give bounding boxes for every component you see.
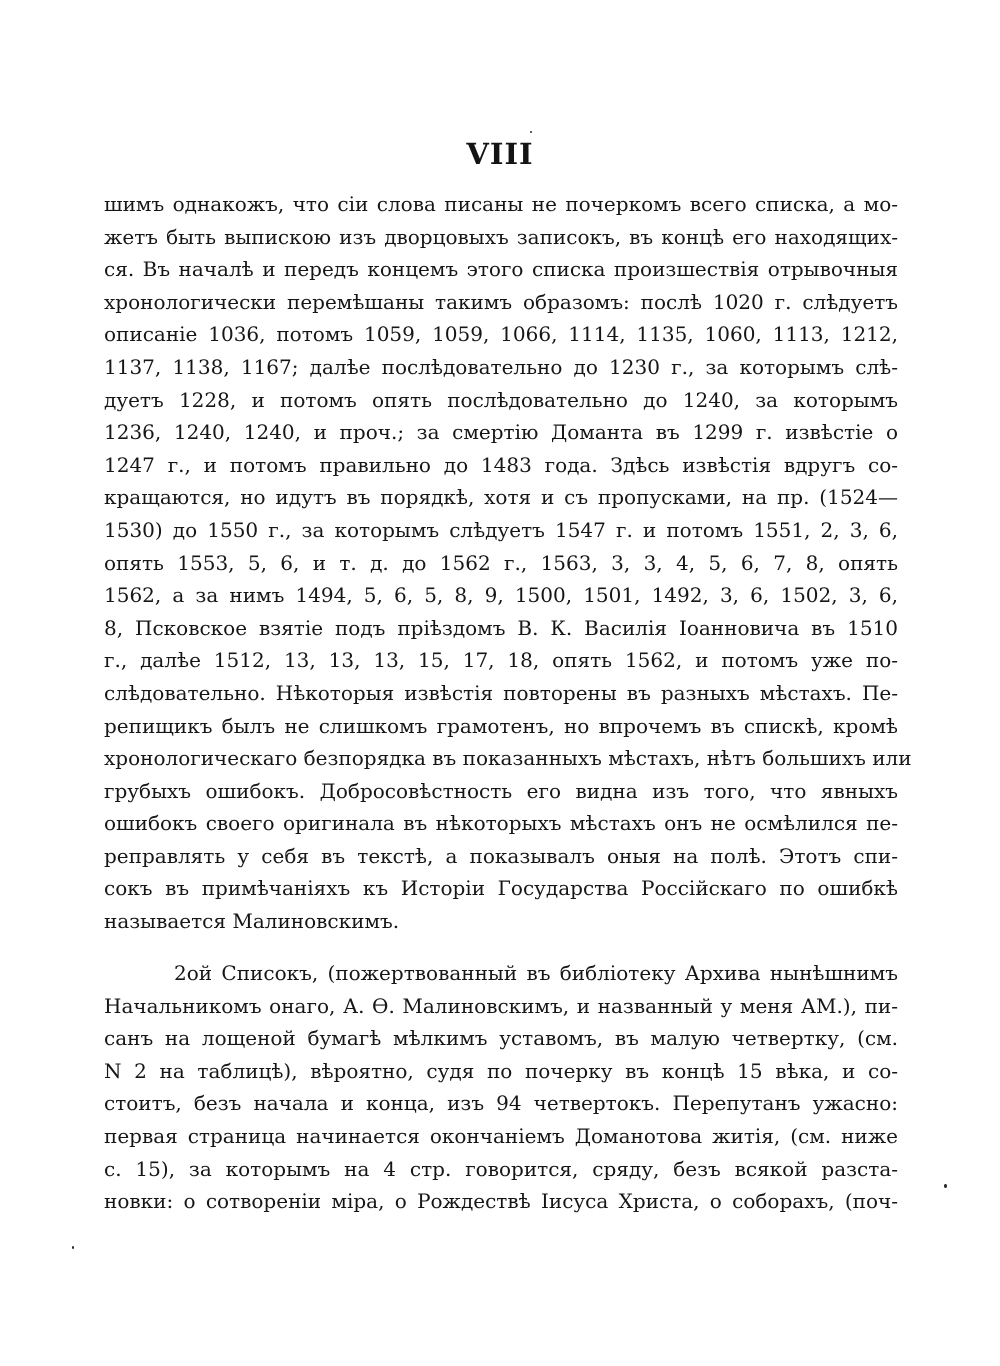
text-line: хронологически перемѣшаны такимъ образомъ: послѣ 1020 г. слѣдуетъ (104, 289, 898, 314)
print-speck (944, 1184, 947, 1188)
text-line: первая страница начинается окончаніемъ Доманотова житія, (см. ниже (104, 1123, 898, 1148)
text-line: 1530) до 1550 г., за которымъ слѣдуетъ 1547 г. и потомъ 1551, 2, 3, 6, (104, 517, 898, 542)
text-line: 1137, 1138, 1167; далѣе послѣдовательно до 1230 г., за которымъ слѣ- (104, 354, 898, 379)
text-line: называется Малиновскимъ. (104, 909, 400, 934)
text-line: репищикъ былъ не слишкомъ грамотенъ, но впрочемъ въ спискѣ, кромѣ (104, 713, 898, 738)
text-line: грубыхъ ошибокъ. Добросовѣстность его видна изъ того, что явныхъ (104, 778, 898, 803)
text-line: ошибокъ своего оригинала въ нѣкоторыхъ мѣстахъ онъ не осмѣлился пе- (104, 811, 898, 836)
page-number: VIII (466, 137, 534, 171)
text-line: новки: о сотвореніи міра, о Рождествѣ Іисуса Христа, о соборахъ, (поч- (104, 1189, 898, 1214)
text-line: шимъ однакожъ, что сіи слова писаны не почеркомъ всего списка, а мо- (104, 192, 898, 216)
text-line: хронологическаго безпорядка въ показанныхъ мѣстахъ, нѣтъ большихъ или (104, 746, 912, 771)
text-line: г., далѣе 1512, 13, 13, 13, 15, 17, 18, опять 1562, и потомъ уже по- (104, 648, 898, 673)
text-line: сокъ въ примѣчаніяхъ къ Исторіи Государства Россійскаго по ошибкѣ (104, 876, 898, 901)
text-line: санъ на лощеной бумагѣ мѣлкимъ уставомъ, въ малую четвертку, (см. (104, 1026, 898, 1051)
text-line: ся. Въ началѣ и передъ концемъ этого списка произшествія отрывочныя (104, 257, 898, 282)
text-line: описаніе 1036, потомъ 1059, 1059, 1066, 1114, 1135, 1060, 1113, 1212, (104, 322, 898, 347)
text-line: 1247 г., и потомъ правильно до 1483 года. Здѣсь извѣстія вдругъ со- (104, 452, 898, 477)
text-line: 8, Псковское взятіе подъ пріѣздомъ В. К. Василія Іоанновича въ 1510 (104, 615, 898, 640)
paragraph-1 (104, 188, 912, 938)
print-speck (72, 1246, 74, 1249)
paragraph-2 (104, 957, 898, 1218)
print-speck (530, 131, 532, 133)
text-line: N 2 на таблицѣ), вѣроятно, судя по почерку въ концѣ 15 вѣка, и со- (104, 1058, 898, 1083)
text-line: опять 1553, 5, 6, и т. д. до 1562 г., 1563, 3, 3, 4, 5, 6, 7, 8, опять (104, 550, 898, 575)
text-line: 1562, а за нимъ 1494, 5, 6, 5, 8, 9, 1500, 1501, 1492, 3, 6, 1502, 3, 6, (104, 583, 898, 608)
text-line: с. 15), за которымъ на 4 стр. говорится, сряду, безъ всякой разста- (104, 1156, 898, 1181)
text-line: кращаются, но идутъ въ порядкѣ, хотя и съ пропусками, на пр. (1524— (104, 485, 898, 510)
text-line: реправлять у себя въ текстѣ, а показывалъ оныя на полѣ. Этотъ спи- (104, 843, 898, 868)
text-line: 2ой Списокъ, (пожертвованный въ библіотеку Архива нынѣшнимъ (174, 961, 898, 985)
text-line: 1236, 1240, 1240, и проч.; за смертію Доманта въ 1299 г. извѣстіе о (104, 420, 898, 445)
text-line: слѣдовательно. Нѣкоторыя извѣстія повторены въ разныхъ мѣстахъ. Пе- (104, 680, 898, 705)
text-line: дуетъ 1228, и потомъ опять послѣдовательно до 1240, за которымъ (104, 387, 898, 412)
text-line: стоитъ, безъ начала и конца, изъ 94 четвертокъ. Перепутанъ ужасно: (104, 1091, 898, 1116)
text-line: жетъ быть выпискою изъ дворцовыхъ записокъ, въ концѣ его находящих- (104, 224, 898, 249)
text-line: Начальникомъ онаго, А. Ѳ. Малиновскимъ, и названный у меня АМ.), пи- (104, 993, 898, 1018)
